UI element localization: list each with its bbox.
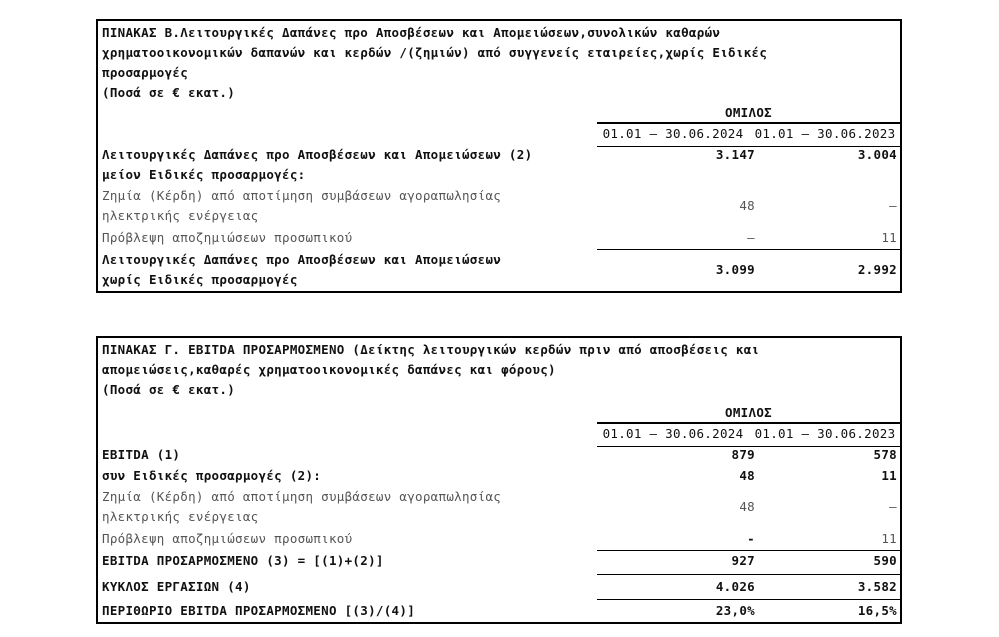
- row-value-2024: 4.026: [715, 579, 755, 594]
- table-c: [96, 336, 902, 624]
- row-value-2024: 879: [731, 447, 755, 462]
- row-label: Πρόβλεψη αποζημιώσεων προσωπικού: [102, 230, 353, 245]
- table-b-period-2023: 01.01 – 30.06.2023: [754, 126, 896, 141]
- row-value-2024: -: [747, 531, 755, 546]
- divider: [597, 574, 900, 575]
- row-label: ΚΥΚΛΟΣ ΕΡΓΑΣΙΩΝ (4): [102, 579, 251, 594]
- row-value-2023: 578: [873, 447, 897, 462]
- row-label: Ζημία (Κέρδη) από αποτίμηση συμβάσεων αγοραπωλησίας ηλεκτρικής ενέργειας: [102, 188, 502, 223]
- row-label: Πρόβλεψη αποζημιώσεων προσωπικού: [102, 531, 353, 546]
- table-c-title-line: ΠΙΝΑΚΑΣ Γ. EBITDA ΠΡΟΣΑΡΜΟΣΜΕΝΟ (Δείκτης λειτουργικών κερδών πριν από αποσβέσεις και: [102, 342, 760, 357]
- table-c-units: (Ποσά σε € εκατ.): [102, 382, 236, 397]
- row-value-2024: 23,0%: [715, 603, 755, 618]
- table-b-period-2024: 01.01 – 30.06.2024: [602, 126, 744, 141]
- divider: [597, 249, 900, 250]
- row-value-2024: 3.099: [715, 262, 755, 277]
- row-value-2024: 927: [731, 553, 755, 568]
- row-value-2024: 3.147: [715, 147, 755, 162]
- row-label: EBITDA (1): [102, 447, 181, 462]
- row-value-2024: 48: [739, 468, 755, 483]
- row-value-2023: 11: [881, 230, 897, 245]
- row-value-2023: 3.004: [857, 147, 897, 162]
- row-label: Λειτουργικές Δαπάνες προ Αποσβέσεων και Απομειώσεων (2): [102, 147, 533, 162]
- table-b-title-line: ΠΙΝΑΚΑΣ Β.Λειτουργικές Δαπάνες προ Αποσβέσεων και Απομειώσεων,συνολικών καθαρών: [102, 25, 721, 40]
- table-c-period-header: [597, 422, 900, 447]
- row-value-2024: –: [747, 230, 755, 245]
- row-label: μείον Ειδικές προσαρμογές:: [102, 167, 306, 182]
- table-c-title-line: απομειώσεις,καθαρές χρηματοοικονομικές δαπάνες και φόρους): [102, 362, 556, 377]
- divider: [597, 599, 900, 600]
- row-label: Λειτουργικές Δαπάνες προ Αποσβέσεων και Απομειώσεων χωρίς Ειδικές προσαρμογές: [102, 252, 502, 287]
- table-b-period-header: [597, 122, 900, 147]
- row-label: ΠΕΡΙΘΩΡΙΟ EBITDA ΠΡΟΣΑΡΜΟΣΜΕΝΟ [(3)/(4)]: [102, 603, 416, 618]
- row-label: συν Ειδικές προσαρμογές (2):: [102, 468, 322, 483]
- row-value-2023: 11: [881, 468, 897, 483]
- row-value-2023: –: [889, 198, 897, 213]
- row-value-2023: 590: [873, 553, 897, 568]
- table-c-period-2023: 01.01 – 30.06.2023: [754, 426, 896, 441]
- table-c-group-header: ΟΜΙΛΟΣ: [725, 405, 772, 420]
- table-b-title-line: προσαρμογές: [102, 65, 189, 80]
- table-c-period-2024: 01.01 – 30.06.2024: [602, 426, 744, 441]
- table-c-title: [98, 338, 900, 400]
- row-value-2023: –: [889, 499, 897, 514]
- row-value-2023: 2.992: [857, 262, 897, 277]
- row-value-2024: 48: [739, 198, 755, 213]
- row-label: EBITDA ΠΡΟΣΑΡΜΟΣΜΕΝΟ (3) = [(1)+(2)]: [102, 553, 384, 568]
- row-label: Ζημία (Κέρδη) από αποτίμηση συμβάσεων αγοραπωλησίας ηλεκτρικής ενέργειας: [102, 489, 502, 524]
- table-b-units: (Ποσά σε € εκατ.): [102, 85, 236, 100]
- table-b-group-header: ΟΜΙΛΟΣ: [725, 105, 772, 120]
- table-b: [96, 19, 902, 293]
- table-b-title: [98, 21, 900, 103]
- row-value-2023: 16,5%: [857, 603, 897, 618]
- row-value-2024: 48: [739, 499, 755, 514]
- table-b-title-line: χρηματοοικονομικών δαπανών και κερδών /(ζημιών) από συγγενείς εταιρείες,χωρίς Ειδικές: [102, 45, 768, 60]
- row-value-2023: 3.582: [857, 579, 897, 594]
- row-value-2023: 11: [881, 531, 897, 546]
